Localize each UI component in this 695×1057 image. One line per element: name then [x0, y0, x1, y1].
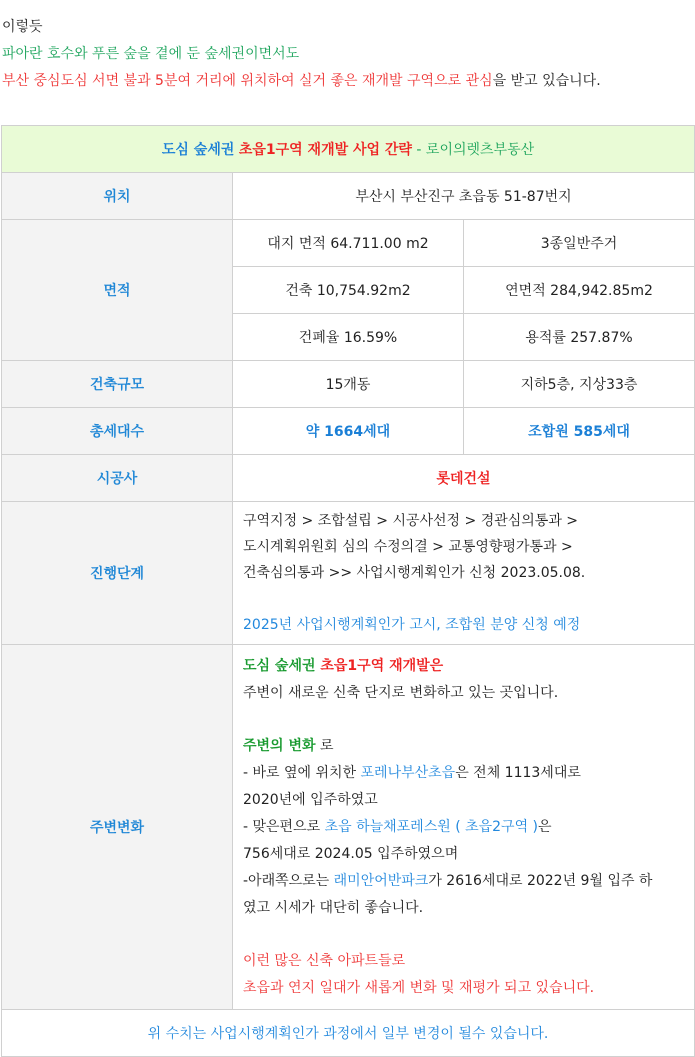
floor-count: 지하5층, 지상33층	[464, 361, 695, 408]
bullet-3-line-2: 였고 시세가 대단히 좋습니다.	[243, 899, 424, 916]
bullet-3-link: 래미안어반파크	[333, 872, 429, 889]
progress-step-3: 건축심의통과 >> 사업시행계획인가 신청 2023.05.08.	[243, 565, 586, 581]
surroundings-head-green: 도심 숲세권	[243, 657, 321, 674]
surroundings-label: 주변변화	[2, 645, 233, 1010]
location-label: 위치	[2, 173, 233, 220]
bullet-2-pre: - 맞은편으로	[243, 818, 325, 835]
floor-area-ratio: 용적률 257.87%	[464, 314, 695, 361]
title-part-1: 도심 숲세권	[161, 142, 235, 158]
surroundings-content	[233, 645, 695, 1010]
bullet-3-post: 가 2616세대로 2022년 9월 입주 하	[428, 872, 653, 889]
bullet-2-line-2: 756세대로 2024.05 입주하였으며	[243, 845, 459, 862]
builder-label: 시공사	[2, 455, 233, 502]
bullet-3	[243, 868, 684, 895]
area-label: 면적	[2, 220, 233, 361]
location-value: 부산시 부산진구 초읍동 51-87번지	[233, 173, 695, 220]
change-heading	[243, 733, 684, 760]
households-label: 총세대수	[2, 408, 233, 455]
member-households: 조합원 585세대	[464, 408, 695, 455]
total-floor-area: 연면적 284,942.85m2	[464, 267, 695, 314]
intro-line-3-highlight: 부산 중심도심 서면 불과 5분여 거리에 위치하여 실거 좋은 재개발 구역으로 관심	[2, 73, 493, 89]
change-suffix: 로	[315, 737, 334, 754]
surroundings-line-2: 주변이 새로운 신축 단지로 변화하고 있는 곳입니다.	[243, 684, 559, 701]
building-coverage: 건폐율 16.59%	[233, 314, 464, 361]
progress-step-2: 도시계획위원회 심의 수정의결 > 교통영향평가통과 >	[243, 539, 573, 555]
bullet-3-pre: -아래쪽으로는	[243, 872, 334, 889]
project-summary-table	[1, 125, 695, 1057]
bullet-1-link: 포레나부산초읍	[360, 764, 456, 781]
bullet-2	[243, 814, 684, 841]
intro-line-3	[2, 68, 601, 95]
intro-text	[2, 14, 601, 95]
progress-content	[233, 502, 695, 645]
builder-value: 롯데건설	[233, 455, 695, 502]
building-area: 건축 10,754.92m2	[233, 267, 464, 314]
title-part-2: 초읍1구역 재개발 사업 간략	[238, 142, 412, 158]
intro-line-1: 이렇듯	[2, 19, 43, 35]
scale-label: 건축규모	[2, 361, 233, 408]
zoning: 3종일반주거	[464, 220, 695, 267]
surroundings-heading	[243, 653, 684, 680]
bullet-2-link: 초읍 하늘채포레스원 ( 초읍2구역 )	[324, 818, 539, 835]
closing-line-2: 초읍과 연지 일대가 새롭게 변화 및 재평가 되고 있습니다.	[243, 979, 595, 996]
bullet-2-post: 은	[538, 818, 552, 835]
total-households: 약 1664세대	[233, 408, 464, 455]
bullet-1-pre: - 바로 옆에 위치한	[243, 764, 361, 781]
progress-step-1: 구역지정 > 조합설립 > 시공사선정 > 경관심의통과 >	[243, 513, 579, 529]
title-part-3: - 로이의렛츠부동산	[411, 142, 535, 158]
closing-line-1: 이런 많은 신축 아파트들로	[243, 952, 406, 969]
bullet-1	[243, 760, 684, 787]
intro-line-2: 파아란 호수와 푸른 숲을 곁에 둔 숲세권이면서도	[2, 46, 300, 62]
progress-note: 2025년 사업시행계획인가 고시, 조합원 분양 신청 예정	[243, 617, 581, 633]
table-footer-note: 위 수치는 사업시행계획인가 과정에서 일부 변경이 될수 있습니다.	[2, 1010, 695, 1057]
bullet-1-line-2: 2020년에 입주하였고	[243, 791, 378, 808]
change-title: 주변의 변화	[243, 737, 316, 754]
land-area: 대지 면적 64.711.00 m2	[233, 220, 464, 267]
intro-line-3-tail: 을 받고 있습니다.	[492, 73, 601, 89]
surroundings-head-red: 초읍1구역 재개발은	[320, 657, 444, 674]
bullet-1-post: 은 전체 1113세대로	[455, 764, 581, 781]
progress-label: 진행단계	[2, 502, 233, 645]
building-count: 15개동	[233, 361, 464, 408]
table-title	[2, 126, 695, 173]
